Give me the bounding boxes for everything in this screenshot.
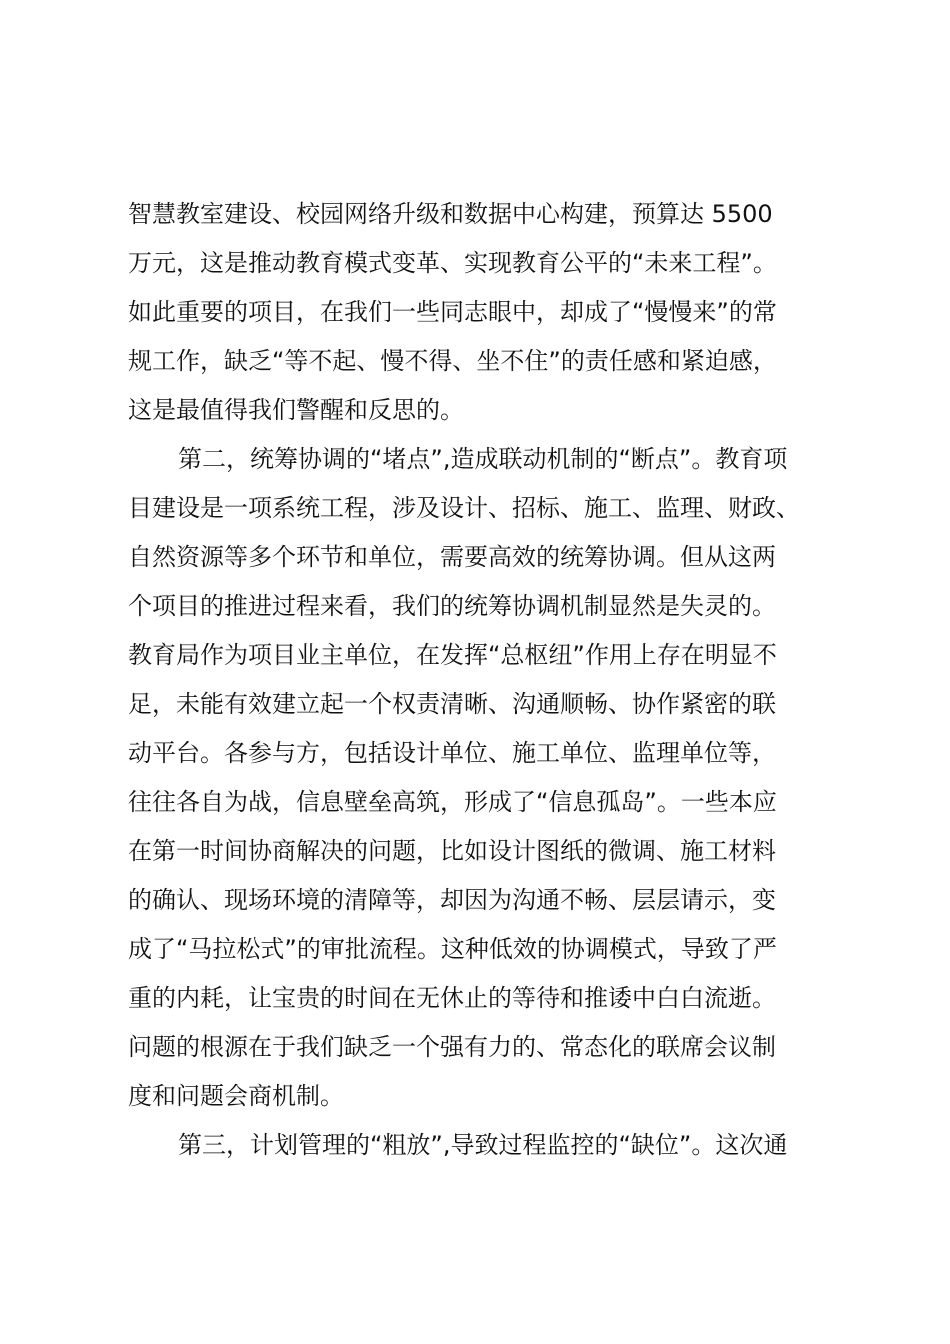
- text-line: 度和问题会商机制。: [128, 1082, 344, 1110]
- text-line: 目建设是一项系统工程，涉及设计、招标、施工、监理、财政、: [128, 494, 800, 522]
- text-line: 成了“马拉松式”的审批流程。这种低效的协调模式，导致了严: [128, 935, 777, 963]
- text-line: 重的内耗，让宝贵的时间在无休止的等待和推诿中白白流逝。: [128, 984, 776, 1012]
- paragraph-start-line: 第二，统筹协调的“堵点”,造成联动机制的“断点”。教育项: [178, 445, 788, 473]
- paragraph-start-line: 第三，计划管理的“粗放”,导致过程监控的“缺位”。这次通: [178, 1131, 788, 1159]
- text-line: 动平台。各参与方，包括设计单位、施工单位、监理单位等，: [128, 739, 776, 767]
- text-line: 万元，这是推动教育模式变革、实现教育公平的“未来工程”。: [128, 249, 777, 277]
- text-line: 足，未能有效建立起一个权责清晰、沟通顺畅、协作紧密的联: [128, 690, 776, 718]
- text-line: 智慧教室建设、校园网络升级和数据中心构建，预算达 5500: [128, 200, 773, 228]
- text-line: 问题的根源在于我们缺乏一个强有力的、常态化的联席会议制: [128, 1033, 776, 1061]
- text-line: 在第一时间协商解决的问题，比如设计图纸的微调、施工材料: [128, 837, 776, 865]
- text-line: 如此重要的项目，在我们一些同志眼中，却成了“慢慢来”的常: [128, 298, 777, 326]
- text-line: 教育局作为项目业主单位，在发挥“总枢纽”作用上存在明显不: [128, 641, 777, 669]
- document-body: [128, 190, 828, 1170]
- text-line: 往往各自为战，信息壁垒高筑，形成了“信息孤岛”。一些本应: [128, 788, 777, 816]
- text-line: 的确认、现场环境的清障等，却因为沟通不畅、层层请示，变: [128, 886, 776, 914]
- text-line: 个项目的推进过程来看，我们的统筹协调机制显然是失灵的。: [128, 592, 776, 620]
- text-line: 自然资源等多个环节和单位，需要高效的统筹协调。但从这两: [128, 543, 776, 571]
- text-line: 规工作，缺乏“等不起、慢不得、坐不住”的责任感和紧迫感，: [128, 347, 777, 375]
- text-line: 这是最值得我们警醒和反思的。: [128, 396, 464, 424]
